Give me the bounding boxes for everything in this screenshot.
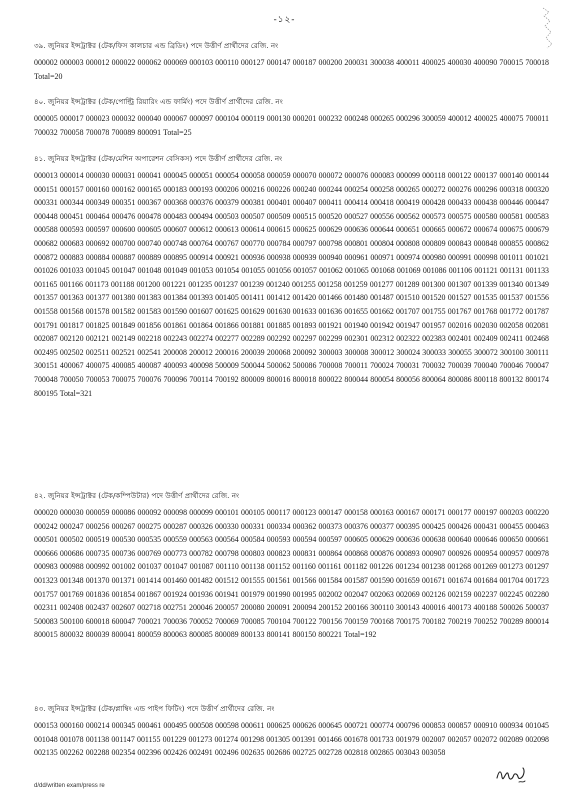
footer-file-path: d/dd/written exam/press re (34, 783, 105, 789)
signature-icon (494, 764, 528, 786)
section-title: ৪৩. জুনিয়র ইন্সট্রাক্টর (টেক/প্লাম্বিং এন্ড পাইপ ফিটিং) পদে উত্তীর্ণ প্রার্থীদের রেজি. নং (34, 704, 275, 713)
section-title: ৪১. জুনিয়র ইন্সট্রাক্টর (টেক/মেশিন অপারেশন বেসিকস) পদে উত্তীর্ণ প্রার্থীদের রেজি. নং (34, 154, 283, 163)
section-43 (34, 703, 549, 760)
section-41 (34, 153, 549, 400)
roll-number-list: 000002 000003 000012 000022 000062 000069 000103 000110 000127 000147 000187 000200 200031 300038 400011 400025 400030 400090 700015 700018 Total=20 (34, 58, 549, 81)
page-number: -১২- (273, 14, 296, 24)
roll-number-list: 000005 000017 000023 000032 000040 000067 000097 000104 000119 000130 000201 000232 000248 000265 000296 300059 400012 400025 400075 700011 700032 700058 700078 700089 800091 Total=25 (34, 114, 549, 137)
section-title: ৪০. জুনিয়র ইন্সট্রাক্টর (টেক/পোল্ট্রি রিয়ারিং এন্ড ফার্মিং) পদে উত্তীর্ণ প্রার্থীদের রেজি. নং (34, 97, 283, 106)
section-39 (34, 40, 549, 83)
section-title: ৪২. জুনিয়র ইন্সট্রাক্টর (টেক/কম্পিউটার) পদে উত্তীর্ণ প্রার্থীদের রেজি. নং (34, 491, 240, 500)
section-40 (34, 96, 549, 139)
section-42 (34, 490, 549, 642)
roll-number-list: 000013 000014 000030 000031 000041 000045 000051 000054 000058 000059 000070 000072 000076 000083 000099 000118 000122 000137 000140 000144 000151 000157 000160 000162 000165 000183 000193 000206 000216 000226 000240 000244 000254 000258 000265 000272 000276 000296 000318 000320 000331 000344 000349 000351 000367 000368 000376 000379 000381 000401 000407 000411 000414 000418 000419 000428 000433 000438 000446 000447 000448 000451 000464 000476 000478 000483 000494 000503 000507 000509 000515 000520 000527 000556 000562 000573 000575 000580 000581 000583 000588 000593 000597 000600 000605 000607 000612 000613 000614 000615 000625 000629 000636 000644 000651 000665 000672 000674 000675 000679 000682 000683 000692 000700 000740 000748 000764 000767 000770 000784 000797 000798 000801 000804 000808 000809 000843 000848 000855 000862 000872 000883 000884 000887 000889 000895 000914 000921 000936 000938 000939 000940 000961 000971 000974 000980 000991 000998 001011 001021 001026 001033 001045 001047 001048 001049 001053 001054 001055 001056 001057 001062 001065 001068 001069 001086 001106 001121 001131 001133 001165 001166 001173 001188 001200 001221 001235 001237 001239 001240 001255 001258 001259 001277 001289 001300 001307 001339 001340 001349 001357 001363 001377 001380 001383 001384 001393 001405 001411 001412 001420 001466 001480 001487 001510 001520 001527 001535 001537 001556 001558 001568 001578 001582 001583 001590 001607 001625 001629 001630 001633 001636 001655 001662 001707 001755 001767 001768 001772 001787 001791 001817 001825 001849 001856 001861 001864 001866 001881 001885 001893 001921 001940 001942 001947 001957 002016 002030 002058 002081 002087 002120 002121 002149 002218 002243 002274 002277 002289 002292 002297 002299 002301 002312 002322 002383 002401 002409 002411 002468 002495 002502 002511 002521 002541 200008 200012 200016 200039 200068 200092 300003 300008 300012 300024 300033 300055 300072 300100 300111 300151 400067 400075 400085 400087 400093 400098 500009 500044 500062 500086 700008 700011 700024 700031 700032 700039 700040 700046 700047 700048 700050 700053 700075 700076 700096 700114 700192 800009 800016 800018 800022 800044 800054 800056 800064 800086 800118 800132 800174 800195 Total=321 (34, 171, 549, 398)
roll-number-list: 000153 000160 000214 000345 000461 000495 000508 000598 000611 000625 000626 000645 000721 000774 000796 000853 000857 000910 000934 001045 001048 001078 001138 001147 001155 001229 001273 001274 001298 001305 001391 001466 001678 001733 001979 002007 002057 002072 002089 002098 002135 002262 002288 002354 002396 002426 002491 002496 002635 002686 002725 002728 002818 002865 003043 003058 (34, 721, 549, 758)
section-title: ৩৯. জুনিয়র ইন্সট্রাক্টর (টেক/ফিস কালচার এন্ড ব্রিডিং) পদে উত্তীর্ণ প্রার্থীদের রেজি. নং (34, 41, 279, 50)
roll-number-list: 000020 000030 000059 000086 000092 000098 000099 000101 000105 000117 000123 000147 000158 000163 000167 000171 000177 000197 000203 000220 000242 000247 000256 000267 000275 000287 000326 000330 000331 000334 000362 000373 000376 000377 000395 000425 000426 000431 000455 000463 000501 000502 000519 000530 000535 000559 000563 000564 000584 000593 000594 000597 000605 000629 000636 000638 000640 000646 000650 000661 000666 000686 000735 000736 000769 000773 000782 000798 000803 000823 000831 000864 000868 000876 000893 000907 000926 000954 000957 000978 000983 000988 000992 001002 001037 001047 001087 001110 001138 001152 001160 001161 001182 001226 001234 001238 001268 001269 001273 001297 001323 001348 001370 001371 001414 001460 001482 001512 001555 001561 001566 001584 001587 001590 001659 001671 001674 001684 001704 001723 001757 001769 001836 001854 001867 001924 001936 001941 001979 001990 001995 002002 002047 002063 002069 002126 002159 002237 002245 002280 002311 002408 002437 002607 002718 002751 200046 200057 200080 200091 200094 200152 200166 300110 300143 400016 400173 400188 500026 500037 500083 500100 600018 600047 700021 700036 700052 700069 700085 700104 700122 700156 700159 700168 700175 700182 700219 700252 700289 800014 800015 800032 800039 800041 800059 800063 800085 800089 800133 800141 800150 800221 Total=192 (34, 508, 549, 640)
